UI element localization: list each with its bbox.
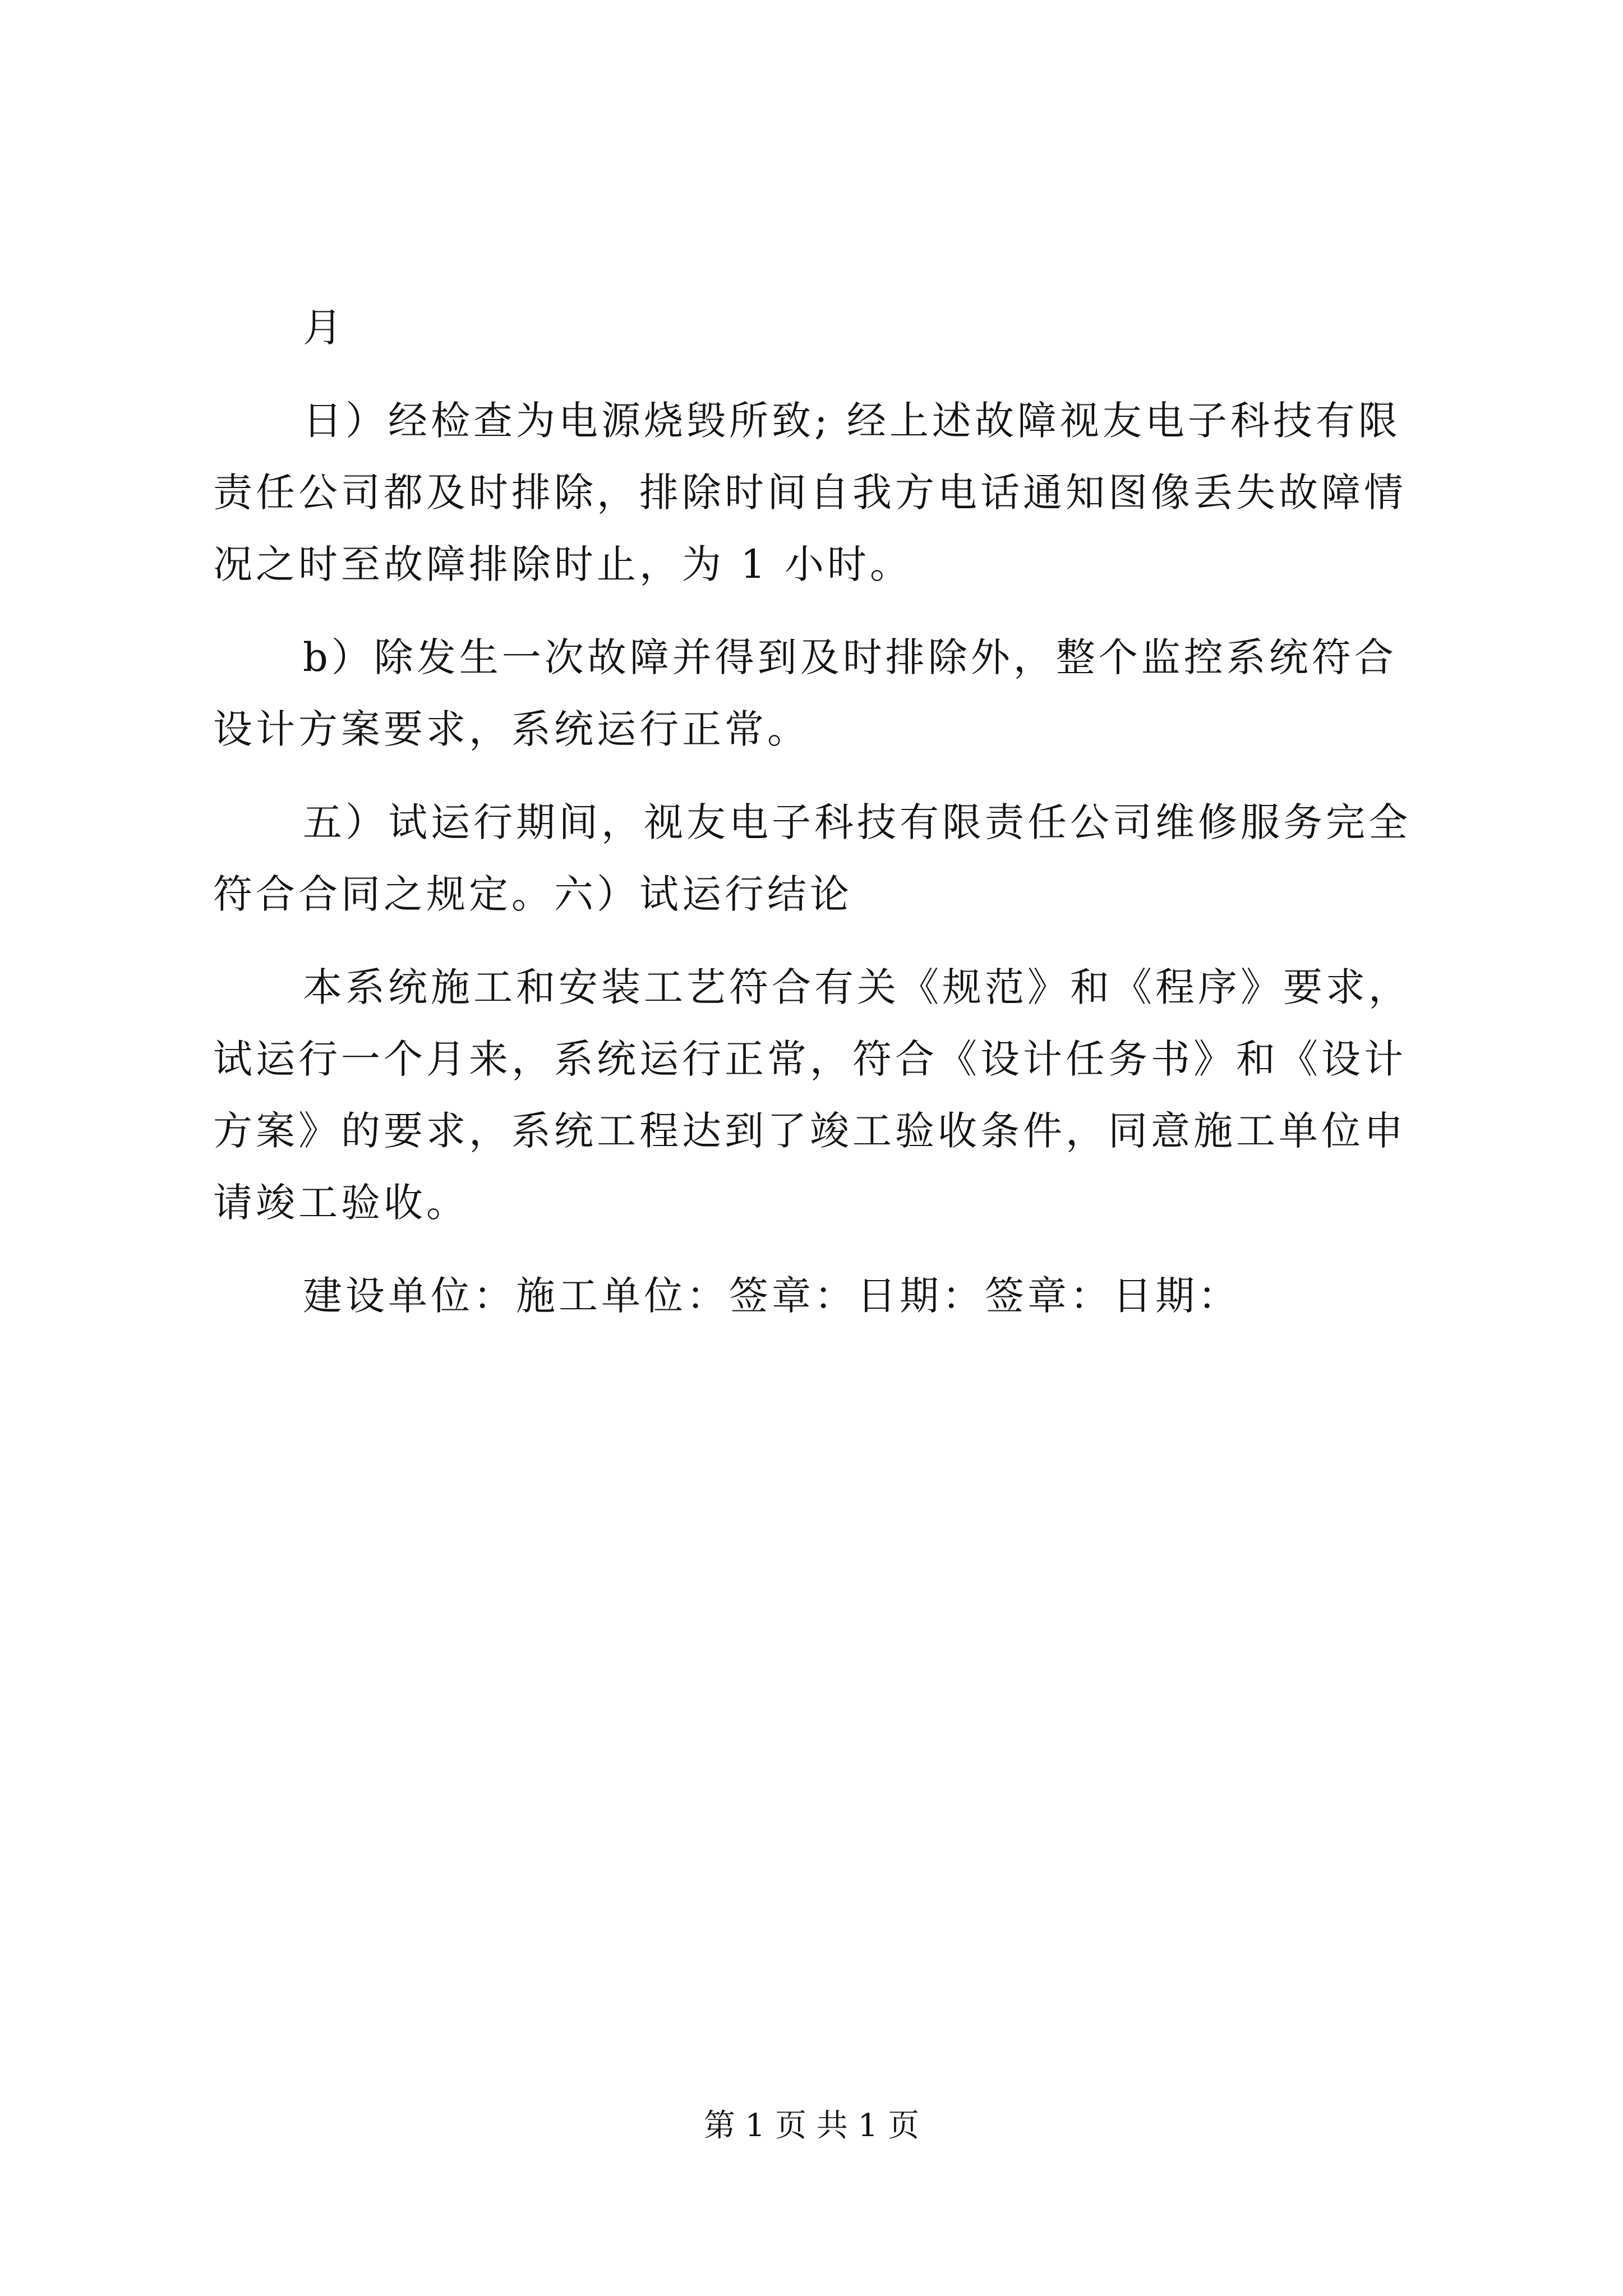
text-line-signatures: 建设单位：施工单位：签章：日期：签章：日期：	[303, 1273, 1241, 1319]
text-line-conclusion-cont-1: 试运行一个月来，系统运行正常，符合《设计任务书》和《设计	[213, 1036, 1407, 1082]
text-line-item-five: 五）试运行期间，视友电子科技有限责任公司维修服务完全	[303, 799, 1411, 845]
text-line-item-five-cont: 符合合同之规定。六）试运行结论	[213, 871, 852, 917]
text-line-conclusion-cont-2: 方案》的要求，系统工程达到了竣工验收条件，同意施工单位申	[213, 1108, 1407, 1154]
text-line-duration: 况之时至故障排除时止，为 1 小时。	[213, 541, 913, 587]
text-line-day-fault: 日）经检查为电源烧毁所致; 经上述故障视友电子科技有限	[303, 398, 1401, 444]
text-line-month: 月	[303, 305, 345, 351]
text-line-item-b-cont: 设计方案要求，系统运行正常。	[213, 706, 810, 752]
text-line-conclusion-cont-3: 请竣工验收。	[213, 1180, 469, 1226]
text-line-responsibility: 责任公司都及时排除，排除时间自我方电话通知图像丢失故障情	[213, 470, 1407, 516]
page-number-label: 第 1 页 共 1 页	[703, 2108, 920, 2144]
page-footer	[0, 2106, 1623, 2146]
text-line-conclusion: 本系统施工和安装工艺符合有关《规范》和《程序》要求，	[303, 964, 1411, 1010]
text-line-item-b: b）除发生一次故障并得到及时排除外，整个监控系统符合	[303, 634, 1397, 680]
document-body	[213, 292, 1424, 1332]
